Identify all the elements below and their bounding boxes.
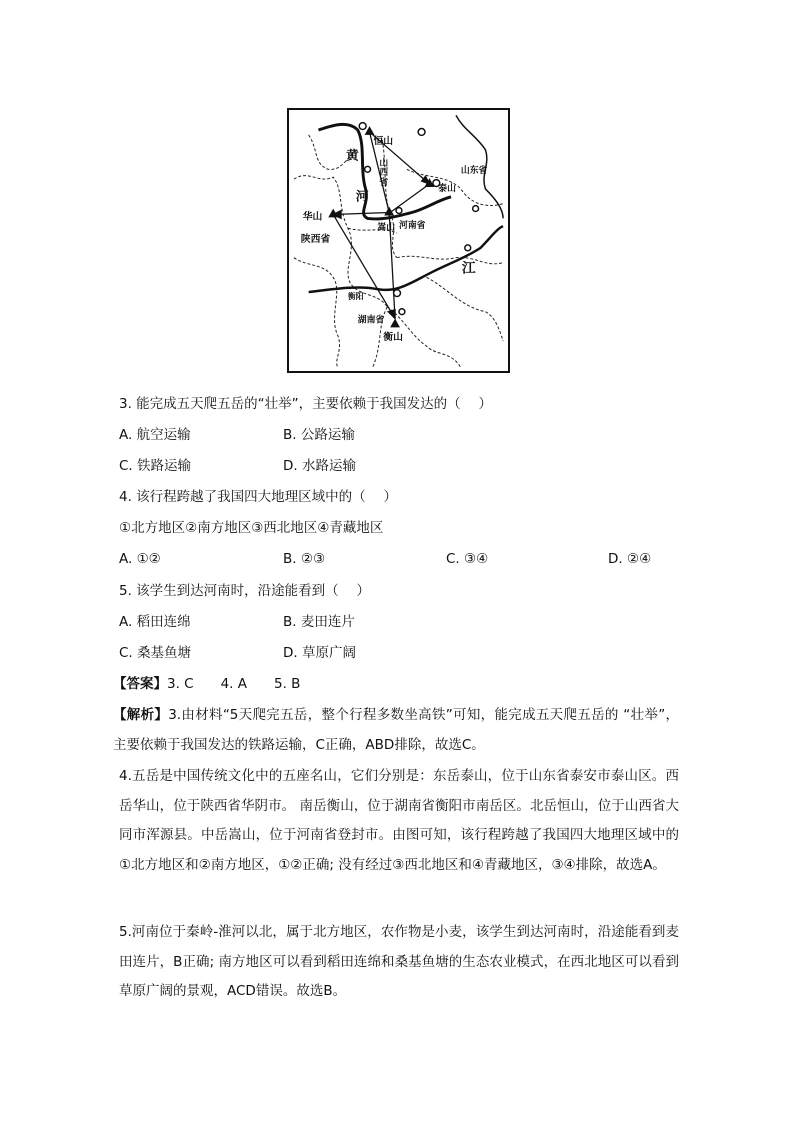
q4-option-b: B. ②③: [283, 551, 326, 567]
analysis-p4: 4.五岳是中国传统文化中的五座名山，它们分别是：东岳泰山，位于山东省泰安市泰山区。西岳华山，位于陕西省华阴市。 南岳衡山，位于湖南省衡阳市南岳区。北岳恒山，位于山西省大同市浑源县。中岳嵩山，位于河南省登封市。由图可知，该行程跨越了我国四大地理区域中的①北方地区和②南方地区，①②正确; 没有经过③西北地区和④青藏地区，③④排除，故选A。: [119, 768, 679, 873]
q3-option-d: D. 水路运输: [283, 458, 356, 474]
label-huashan: 华山: [302, 211, 323, 223]
q5-option-a: A. 稻田连绵: [119, 614, 191, 630]
label-jiang: 江: [461, 260, 476, 277]
answer-text: 3. C 4. A 5. B: [167, 676, 301, 692]
q3-option-a: A. 航空运输: [119, 427, 191, 443]
analysis-p3: [113, 701, 679, 760]
label-shandong: 山东省: [460, 166, 488, 177]
q5-option-b: B. 麦田连片: [283, 614, 355, 630]
label-taishan: 泰山: [438, 183, 456, 194]
q4-items: ①北方地区②南方地区③西北地区④青藏地区: [119, 520, 384, 536]
label-huanghe-1: 黄: [345, 148, 359, 164]
yangtze-river: [309, 226, 503, 292]
q3-stem: 3. 能完成五天爬五岳的“壮举”，主要依赖于我国发达的（ ）: [119, 396, 492, 412]
q4-option-a: A. ①②: [119, 551, 161, 567]
label-shanxi-3: 省: [379, 178, 389, 189]
hengshan-south-mountain-icon: [390, 319, 400, 328]
label-hengshan-south: 衡山: [383, 332, 403, 344]
q5-option-c: C. 桑基鱼塘: [119, 645, 192, 661]
label-huanghe-2: 河: [355, 189, 369, 205]
label-hengshan-north: 恒山: [373, 135, 394, 147]
q4-option-c: C. ③④: [446, 551, 489, 567]
label-hunan: 湖南省: [357, 315, 385, 326]
analysis-p5: 5.河南位于秦岭-淮河以北，属于北方地区，农作物是小麦，该学生到达河南时，沿途能看到麦田连片，B正确; 南方地区可以看到稻田连绵和桑基鱼塘的生态农业模式，在西北地区可以看到草原广阔的景观，ACD错误。故选B。: [119, 924, 679, 999]
q5-option-d: D. 草原广阔: [283, 645, 356, 661]
analysis-label: 【解析】: [113, 707, 169, 723]
analysis-p3-text: 3.由材料“5天爬完五岳，整个行程多数坐高铁”可知，能完成五天爬五岳的 “壮举”，主要依赖于我国发达的铁路运输，C正确，ABD排除，故选C。: [113, 707, 679, 753]
label-henan: 河南省: [398, 221, 426, 232]
answer-label: 【答案】: [113, 676, 167, 692]
q4-option-d: D. ②④: [608, 551, 652, 567]
answer-line: [113, 674, 300, 694]
label-shanxi-2: 西: [379, 168, 389, 179]
q4-stem: 4. 该行程跨越了我国四大地理区域中的（ ）: [119, 489, 397, 505]
q3-option-b: B. 公路运输: [283, 427, 355, 443]
label-songshan: 嵩山: [377, 223, 396, 234]
q5-stem: 5. 该学生到达河南时，沿途能看到（ ）: [119, 583, 370, 599]
route-map: [287, 108, 510, 373]
q3-option-c: C. 铁路运输: [119, 458, 192, 474]
label-hengyang: 衡阳: [347, 291, 364, 301]
label-shaanxi: 陕西省: [300, 233, 331, 245]
label-shanxi-1: 山: [379, 158, 389, 169]
map-drawing: [289, 110, 508, 371]
